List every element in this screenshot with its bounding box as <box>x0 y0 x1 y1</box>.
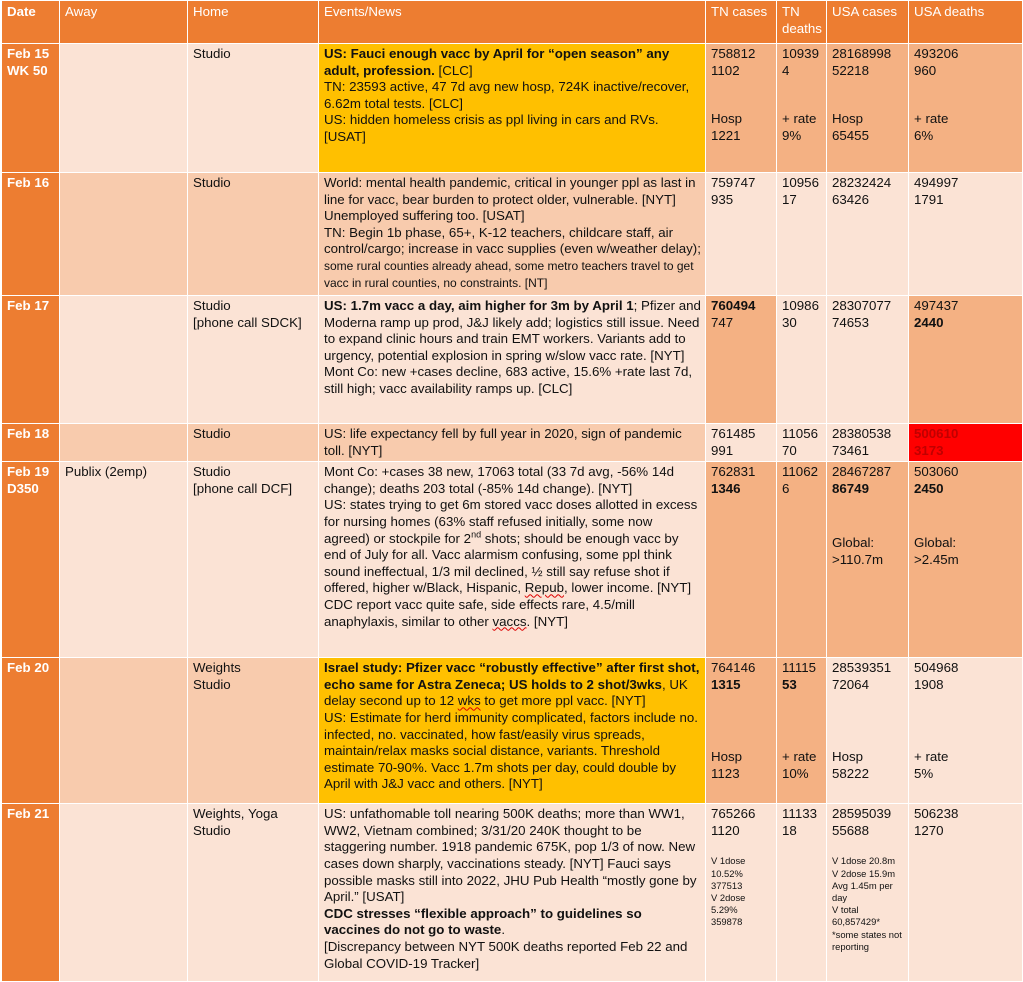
tn-deaths-cell: 10986 30 <box>777 296 827 424</box>
header-events: Events/News <box>319 1 706 44</box>
header-row <box>2 1 1023 44</box>
date-cell: Feb 21 <box>2 804 60 982</box>
date-cell: Feb 15 WK 50 <box>2 44 60 173</box>
tn-deaths-cell: 11062 6 <box>777 462 827 658</box>
header-tn-deaths: TN deaths <box>777 1 827 44</box>
away-cell <box>60 296 188 424</box>
away-cell <box>60 804 188 982</box>
events-cell: Mont Co: +cases 38 new, 17063 total (33 7d avg, -56% 14d change); deaths 203 total (-85% 14d change). [NYT] US: states trying to get 6m stored vacc doses allotted in excess for nursing homes (63% staff refused initially, some now agreed) or stockpile for 2nd shots; should be enough vacc by end of July for all. Vacc alarmism confusing, some ppl think sound ineffectual, 1/3 mil declined, ½ still say refuse shot if offered, higher w/Black, Hispanic, Repub, lower income. [NYT] CDC report vacc quite safe, side effects rare, 4.5/mill anaphylaxis, similar to other vaccs. [NYT] <box>319 462 706 658</box>
tn-cases-cell: 761485 991 <box>706 424 777 462</box>
events-cell: US: life expectancy fell by full year in 2020, sign of pandemic toll. [NYT] <box>319 424 706 462</box>
table-row <box>2 658 1023 804</box>
usa-cases-cell: 28380538 73461 <box>827 424 909 462</box>
tn-cases-cell: 760494 747 <box>706 296 777 424</box>
header-away: Away <box>60 1 188 44</box>
home-cell: Studio <box>188 424 319 462</box>
header-date: Date <box>2 1 60 44</box>
tn-cases-cell: 764146 1315 Hosp 1123 <box>706 658 777 804</box>
table-row <box>2 804 1023 982</box>
away-cell: Publix (2emp) <box>60 462 188 658</box>
home-cell: Studio [phone call SDCK] <box>188 296 319 424</box>
usa-deaths-cell: 506238 1270 <box>909 804 1023 982</box>
table-row <box>2 462 1023 658</box>
events-cell: Israel study: Pfizer vacc “robustly effective” after first shot, echo same for Astra Zeneca; US holds to 2 shot/3wks, UK delay second up to 12 wks to get more ppl vacc. [NYT] US: Estimate for herd immunity complicated, factors include no. infected, no. vaccinated, how fast/easily virus spreads, maintain/relax masks social distance, variants. Threshold estimate 70-90%. Vacc 1.7m shots per day, could double by April with J&J vacc and others. [NYT] <box>319 658 706 804</box>
away-cell <box>60 173 188 296</box>
home-cell: Weights, Yoga Studio <box>188 804 319 982</box>
covid-log-table <box>1 0 1023 982</box>
home-cell: Studio <box>188 173 319 296</box>
usa-cases-cell: 28539351 72064 Hosp 58222 <box>827 658 909 804</box>
date-cell: Feb 16 <box>2 173 60 296</box>
usa-deaths-cell: 494997 1791 <box>909 173 1023 296</box>
tn-cases-cell: 759747 935 <box>706 173 777 296</box>
usa-cases-cell: 28595039 55688 V 1dose 20.8m V 2dose 15.9m Avg 1.45m per day V total 60,857429* *some states not reporting <box>827 804 909 982</box>
events-cell: US: Fauci enough vacc by April for “open season” any adult, profession. [CLC] TN: 23593 active, 47 7d avg new hosp, 724K inactive/recover, 6.62m total tests. [CLC] US: hidden homeless crisis as ppl living in cars and RVs. [USAT] <box>319 44 706 173</box>
events-cell: World: mental health pandemic, critical in younger ppl as last in line for vacc, bear burden to protect older, vulnerable. [NYT] Unemployed suffering too. [USAT] TN: Begin 1b phase, 65+, K-12 teachers, childcare staff, air control/cargo; increase in vacc supplies (even w/weather delay); some rural counties already ahead, some metro teachers travel to get vacc in rural counties, no constraints. [NT] <box>319 173 706 296</box>
tn-deaths-cell: 11133 18 <box>777 804 827 982</box>
table-row <box>2 173 1023 296</box>
tn-deaths-cell: 10956 17 <box>777 173 827 296</box>
date-cell: Feb 20 <box>2 658 60 804</box>
events-cell: US: unfathomable toll nearing 500K deaths; more than WW1, WW2, Vietnam combined; 3/31/20 240K thought to be staggering number. 1918 pandemic 675K, pop 1/3 of now. New cases down sharply, vaccinations steady. [NYT] Fauci says possible masks still into 2022, JHU Pub Health “mostly gone by April.” [USAT] CDC stresses “flexible approach” to guidelines so vaccines do not go to waste. [Discrepancy between NYT 500K deaths reported Feb 22 and Global COVID-19 Tracker] <box>319 804 706 982</box>
usa-deaths-cell: 493206 960 + rate 6% <box>909 44 1023 173</box>
header-tn-cases: TN cases <box>706 1 777 44</box>
header-home: Home <box>188 1 319 44</box>
date-cell: Feb 19 D350 <box>2 462 60 658</box>
usa-cases-cell: 28307077 74653 <box>827 296 909 424</box>
usa-deaths-cell: 503060 2450 Global: >2.45m <box>909 462 1023 658</box>
tn-cases-cell: 762831 1346 <box>706 462 777 658</box>
header-usa-cases: USA cases <box>827 1 909 44</box>
tn-deaths-cell: 10939 4 + rate 9% <box>777 44 827 173</box>
header-usa-deaths: USA deaths <box>909 1 1023 44</box>
usa-deaths-cell: 497437 2440 <box>909 296 1023 424</box>
table-row <box>2 44 1023 173</box>
home-cell: Studio [phone call DCF] <box>188 462 319 658</box>
away-cell <box>60 658 188 804</box>
tn-cases-cell: 765266 1120 V 1dose 10.52% 377513 V 2dose 5.29% 359878 <box>706 804 777 982</box>
date-cell: Feb 18 <box>2 424 60 462</box>
usa-deaths-cell: 500610 3173 <box>909 424 1023 462</box>
away-cell <box>60 424 188 462</box>
home-cell: Weights Studio <box>188 658 319 804</box>
home-cell: Studio <box>188 44 319 173</box>
usa-deaths-cell: 504968 1908 + rate 5% <box>909 658 1023 804</box>
usa-cases-cell: 28467287 86749 Global: >110.7m <box>827 462 909 658</box>
tn-deaths-cell: 11115 53 + rate 10% <box>777 658 827 804</box>
usa-cases-cell: 28168998 52218 Hosp 65455 <box>827 44 909 173</box>
events-cell: US: 1.7m vacc a day, aim higher for 3m by April 1; Pfizer and Moderna ramp up prod, J&J likely add; logistics still issue. Need to expand clinic hours and train EMT workers. Variants add to urgency, potential explosion in spring w/slow vacc rate. [NYT] Mont Co: new +cases decline, 683 active, 15.6% +rate last 7d, still high; vacc availability ramps up. [CLC] <box>319 296 706 424</box>
usa-cases-cell: 28232424 63426 <box>827 173 909 296</box>
table-row <box>2 296 1023 424</box>
table-row <box>2 424 1023 462</box>
date-cell: Feb 17 <box>2 296 60 424</box>
away-cell <box>60 44 188 173</box>
tn-cases-cell: 758812 1102 Hosp 1221 <box>706 44 777 173</box>
tn-deaths-cell: 11056 70 <box>777 424 827 462</box>
